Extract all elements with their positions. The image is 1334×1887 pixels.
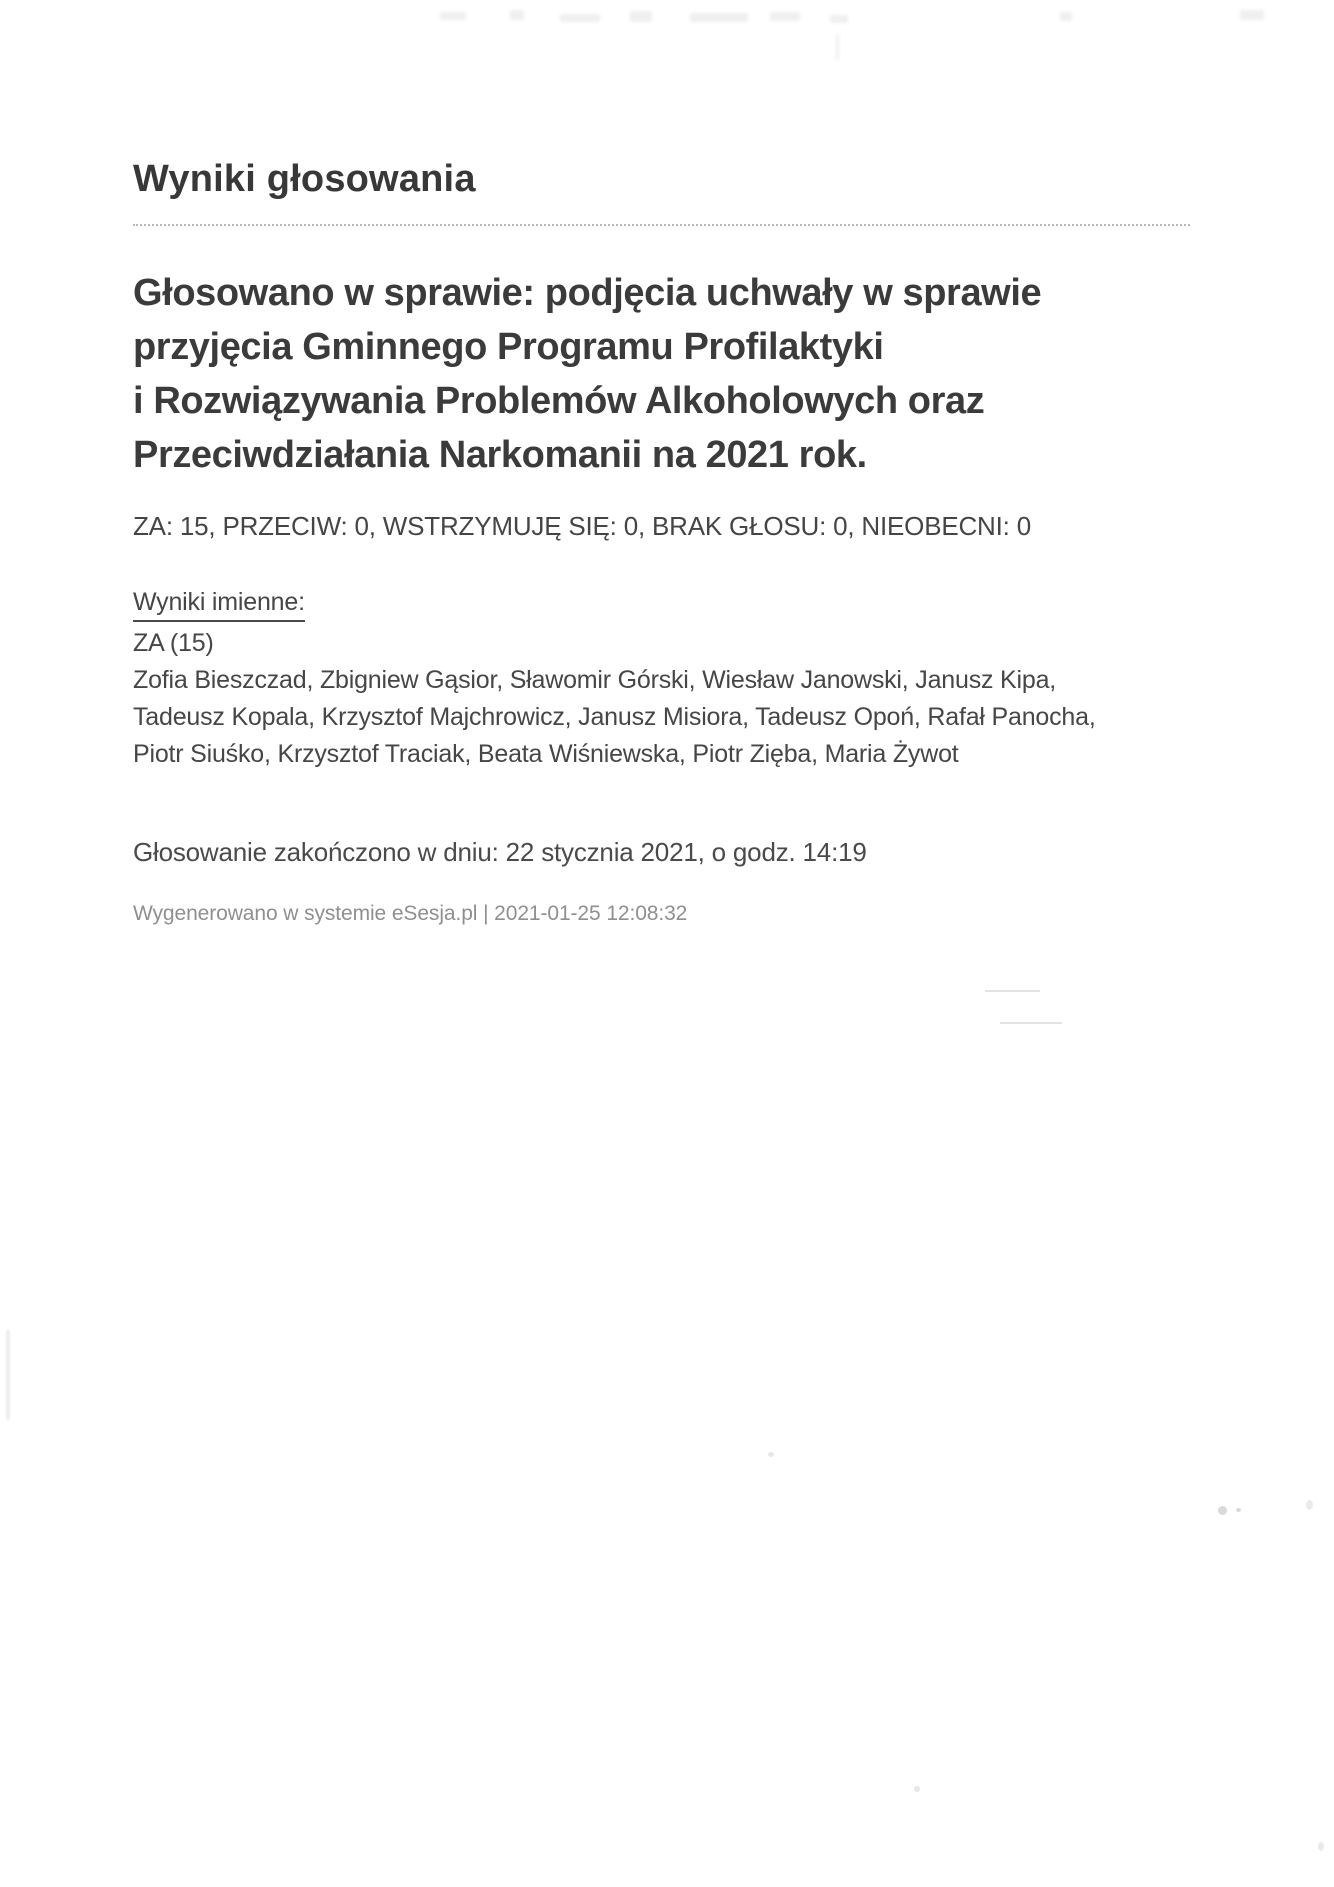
scan-artifact: [768, 1452, 774, 1457]
vote-subject-line: Przeciwdziałania Narkomanii na 2021 rok.: [133, 434, 867, 476]
scan-artifact: [1218, 1506, 1227, 1515]
document-content: [133, 0, 1190, 927]
scan-artifact: [1318, 1842, 1324, 1851]
voter-names-line: Piotr Siuśko, Krzysztof Traciak, Beata Wiśniewska, Piotr Zięba, Maria Żywot: [133, 740, 959, 768]
scan-artifact: [1000, 1022, 1062, 1024]
vote-closed-text: Głosowanie zakończono w dniu: 22 stycznia 2021, o godz. 14:19: [133, 837, 867, 867]
page-title: Wyniki głosowania: [133, 158, 476, 200]
generated-footer: Wygenerowano w systemie eSesja.pl | 2021-01-25 12:08:32: [133, 902, 688, 925]
vote-subject-line: Głosowano w sprawie: podjęcia uchwały w sprawie: [133, 272, 1042, 314]
scan-artifact: [985, 990, 1040, 992]
named-results-section: [133, 584, 1190, 773]
vote-subject-line: i Rozwiązywania Problemów Alkoholowych oraz: [133, 380, 985, 422]
vote-subject: [133, 266, 1190, 482]
title-separator: [133, 224, 1190, 226]
scan-artifact: [914, 1786, 920, 1792]
vote-summary: ZA: 15, PRZECIW: 0, WSTRZYMUJĘ SIĘ: 0, BRAK GŁOSU: 0, NIEOBECNI: 0: [133, 511, 1031, 541]
scan-artifact: [1306, 1500, 1313, 1510]
named-results-heading: Wyniki imienne:: [133, 586, 305, 622]
vote-group-label: ZA (15): [133, 629, 214, 657]
scan-fold-artifact: [6, 1330, 10, 1420]
scan-artifact: [1236, 1508, 1241, 1512]
vote-subject-line: przyjęcia Gminnego Programu Profilaktyki: [133, 326, 884, 368]
voter-names-line: Tadeusz Kopala, Krzysztof Majchrowicz, Janusz Misiora, Tadeusz Opoń, Rafał Panocha,: [133, 703, 1096, 731]
voter-names-line: Zofia Bieszczad, Zbigniew Gąsior, Sławomir Górski, Wiesław Janowski, Janusz Kipa,: [133, 666, 1057, 694]
